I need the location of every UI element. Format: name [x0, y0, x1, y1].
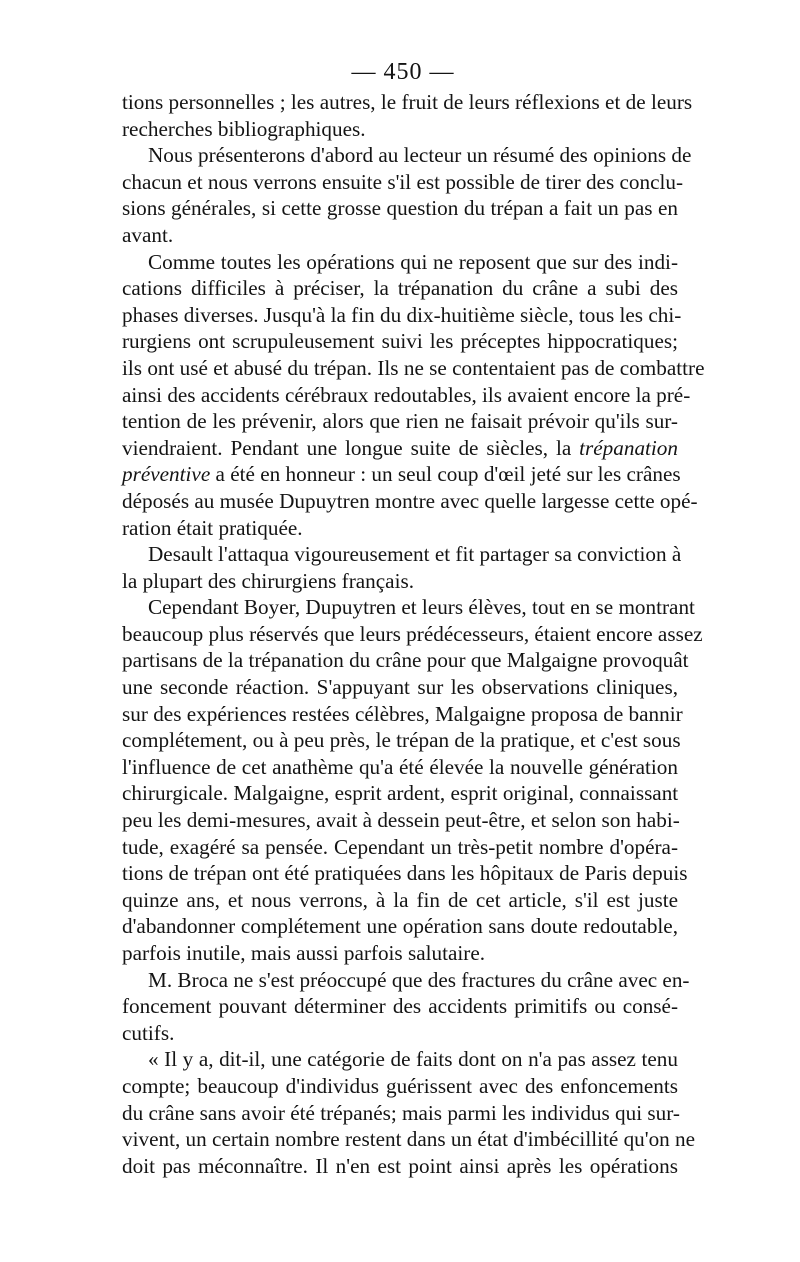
text-line: cations difficiles à préciser, la trépanation du crâne a subi des — [122, 276, 678, 301]
paragraph — [122, 142, 692, 248]
text-line: rurgiens ont scrupuleusement suivi les préceptes hippocratiques; — [122, 329, 678, 354]
text-line: déposés au musée Dupuytren montre avec quelle largesse cette opé- — [122, 488, 698, 513]
text-line: peu les demi-mesures, avait à dessein peut-être, et selon son habi- — [122, 808, 680, 833]
text-line: cutifs. — [122, 1020, 175, 1045]
text-line: Desault l'attaqua vigoureusement et fit partager sa conviction à — [148, 542, 682, 567]
text-line: tude, exagéré sa pensée. Cependant un très-petit nombre d'opéra- — [122, 834, 678, 859]
text-line: M. Broca ne s'est préoccupé que des fractures du crâne avec en- — [148, 967, 690, 992]
text-line: tions personnelles ; les autres, le fruit de leurs réflexions et de leurs — [122, 90, 693, 114]
paragraph — [122, 967, 690, 1047]
text-line: foncement pouvant déterminer des accidents primitifs ou consé- — [122, 994, 678, 1019]
text-line: avant. — [122, 222, 174, 247]
text-fragment: viendraient. Pendant une longue suite de siècles, la — [122, 435, 580, 460]
text-line: Cependant Boyer, Dupuytren et leurs élèves, tout en se montrant — [148, 595, 695, 620]
italic-term: préventive — [122, 462, 211, 487]
paragraph — [122, 1046, 696, 1179]
text-line: Nous présenterons d'abord au lecteur un résumé des opinions de — [148, 143, 692, 168]
paragraph — [122, 89, 693, 142]
text-line: phases diverses. Jusqu'à la fin du dix-huitième siècle, tous les chi- — [122, 302, 682, 327]
text-line: partisans de la trépanation du crâne pour que Malgaigne provoquât — [122, 648, 689, 673]
text-line: doit pas méconnaître. Il n'en est point ainsi après les opérations — [122, 1153, 678, 1178]
text-line: tions de trépan ont été pratiquées dans les hôpitaux de Paris depuis — [122, 861, 688, 886]
text-fragment: a été en honneur : un seul coup d'œil jeté sur les crânes — [210, 462, 681, 487]
text-line: complétement, ou à peu près, le trépan de la pratique, et c'est sous — [122, 728, 681, 753]
text-line: une seconde réaction. S'appuyant sur les observations cliniques, — [122, 675, 678, 700]
text-line: sions générales, si cette grosse question du trépan a fait un pas en — [122, 196, 678, 221]
paragraph — [122, 249, 705, 542]
text-line: sur des expériences restées célèbres, Malgaigne proposa de bannir — [122, 701, 683, 726]
text-line-with-italic — [122, 461, 681, 488]
text-line: ils ont usé et abusé du trépan. Ils ne se contentaient pas de combattre — [122, 355, 705, 380]
text-line: chacun et nous verrons ensuite s'il est possible de tirer des conclu- — [122, 169, 684, 194]
body-text — [122, 89, 705, 1179]
text-line: compte; beaucoup d'individus guérissent avec des enfoncements — [122, 1073, 678, 1098]
text-line: d'abandonner complétement une opération sans doute redoutable, — [122, 914, 678, 939]
text-line: ainsi des accidents cérébraux redoutables, ils avaient encore la pré- — [122, 382, 691, 407]
text-line: quinze ans, et nous verrons, à la fin de cet article, s'il est juste — [122, 887, 678, 912]
text-line: « Il y a, dit-il, une catégorie de faits dont on n'a pas assez tenu — [148, 1047, 678, 1072]
text-line: vivent, un certain nombre restent dans un état d'imbécillité qu'on ne — [122, 1127, 696, 1152]
text-line-with-italic — [122, 435, 678, 462]
text-line: ration était pratiquée. — [122, 515, 303, 540]
text-line: la plupart des chirurgiens français. — [122, 568, 415, 593]
text-line: tention de les prévenir, alors que rien ne faisait prévoir qu'ils sur- — [122, 409, 678, 434]
italic-term: trépanation — [579, 435, 678, 460]
paragraph — [122, 594, 703, 966]
text-line: Comme toutes les opérations qui ne reposent que sur des indi- — [148, 249, 678, 274]
text-line: beaucoup plus réservés que leurs prédécesseurs, étaient encore assez — [122, 621, 703, 646]
text-line: recherches bibliographiques. — [122, 116, 366, 141]
text-line: parfois inutile, mais aussi parfois salutaire. — [122, 941, 486, 965]
document-page — [122, 55, 705, 1179]
paragraph — [122, 541, 682, 594]
text-line: du crâne sans avoir été trépanés; mais parmi les individus qui sur- — [122, 1100, 680, 1125]
text-line: l'influence de cet anathème qu'a été élevée la nouvelle génération — [122, 754, 678, 779]
page-number: — 450 — — [351, 59, 455, 85]
text-line: chirurgicale. Malgaigne, esprit ardent, esprit original, connaissant — [122, 781, 679, 806]
